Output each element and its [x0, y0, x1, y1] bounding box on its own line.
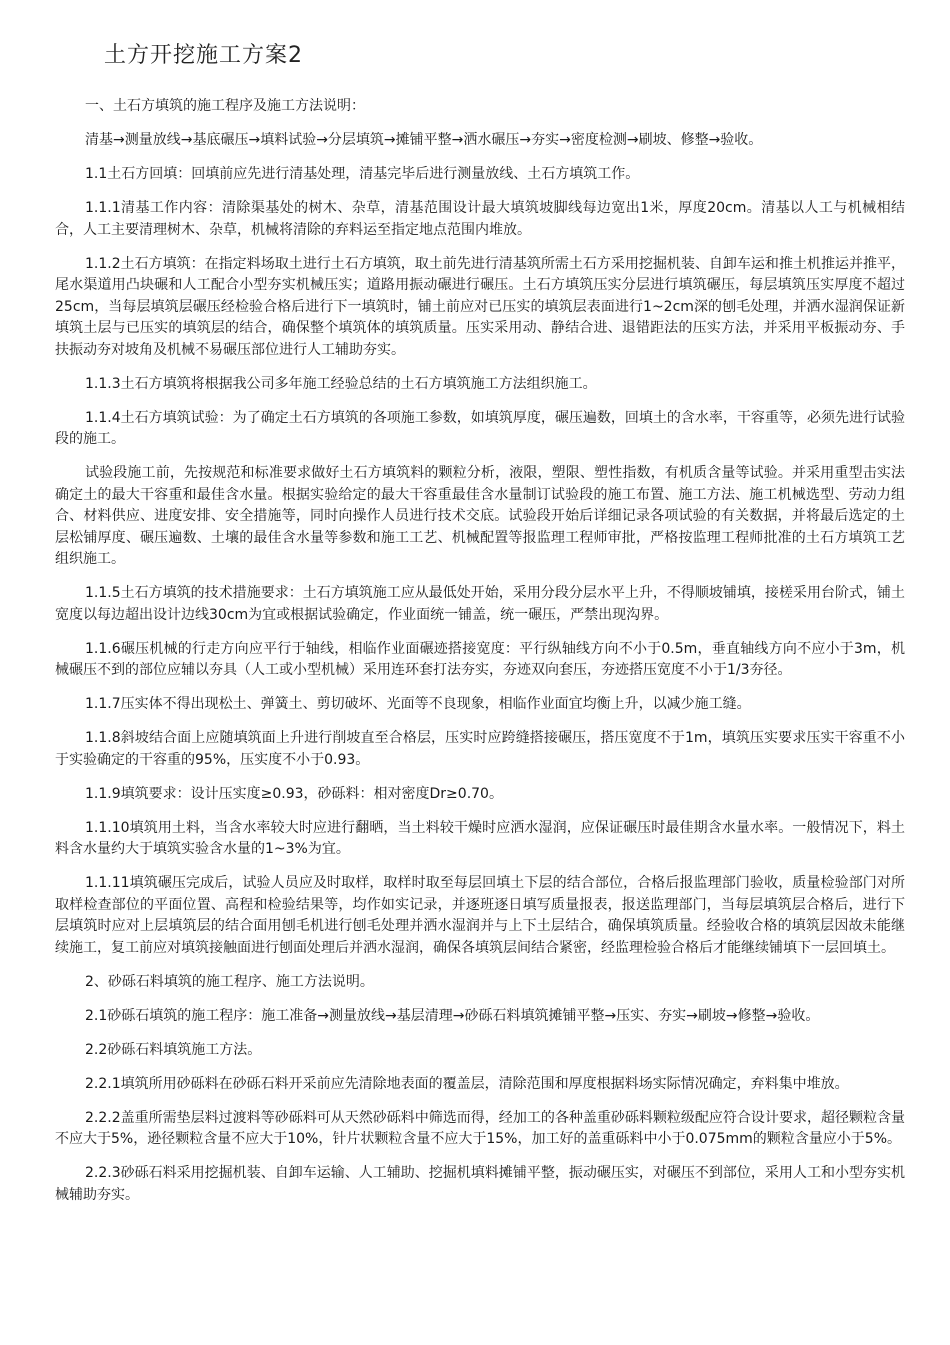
section-heading: 2、砂砾石料填筑的施工程序、施工方法说明。 — [85, 973, 374, 990]
paragraph: 1.1.6碾压机械的行走方向应平行于轴线，相临作业面碾迹搭接宽度：平行纵轴线方向不小于0.5m，垂直轴线方向不应小于3m，机械碾压不到的部位应辅以夯具（人工或小型机械）采用连环套打法夯实，夯迹双向套压，夯迹搭压宽度不小于1/3夯径。 — [55, 640, 905, 678]
paragraph: 2.2砂砾石料填筑施工方法。 — [85, 1041, 262, 1058]
paragraph: 试验段施工前，先按规范和标准要求做好土石方填筑料的颗粒分析，液限，塑限、塑性指数，有机质含量等试验。并采用重型击实法确定土的最大干容重和最佳含水量。根据实验给定的最大干容重最佳含水量制订试验段的施工布置、施工方法、施工机械选型、劳动力组合、材料供应、进度安排、安全措施等，同时向操作人员进行技术交底。试验段开始后详细记录各项试验的有关数据，并将最后选定的土层松铺厚度、碾压遍数、土壤的最佳含水量等参数和施工工艺、机械配置等报监理工程师审批，严格按监理工程师批准的土石方填筑工艺组织施工。 — [55, 465, 905, 567]
paragraph: 1.1.8斜坡结合面上应随填筑面上升进行削坡直至合格层，压实时应跨缝搭接碾压，搭压宽度不于1m，填筑压实要求压实干容重不小于实验确定的干容重的95%，压实度不小于0.93。 — [55, 730, 905, 768]
paragraph: 1.1土石方回填：回填前应先进行清基处理，清基完毕后进行测量放线、土石方填筑工作。 — [85, 166, 640, 182]
paragraph: 1.1.2土石方填筑：在指定料场取土进行土石方填筑，取土前先进行清基筑所需土石方采用挖掘机装、自卸车运和推土机推运并推平，尾水渠道用凸块碾和人工配合小型夯实机械压实；道路用振动碾进行碾压。土石方填筑压实分层进行填筑碾压，每层填筑压实厚度不超过25cm，当每层填筑层碾压经检验合格后进行下一填筑时，铺土前应对已压实的填筑层表面进行1~2cm深的刨毛处理，并洒水湿润保证新填筑土层与已压实的填筑层的结合，确保整个填筑体的填筑质量。压实采用动、静结合进、退错距法的压实方法，并采用平板振动夯、手扶振动夯对坡角及机械不易碾压部位进行人工辅助夯实。 — [55, 255, 905, 358]
paragraph: 1.1.4土石方填筑试验：为了确定土石方填筑的各项施工参数，如填筑厚度，碾压遍数，回填土的含水率，干容重等，必须先进行试验段的施工。 — [55, 409, 905, 447]
paragraph: 1.1.10填筑用土料，当含水率较大时应进行翻晒，当土料较干燥时应洒水湿润，应保证碾压时最佳期含水量水率。一般情况下，料土料含水量约大于填筑实验含水量的1~3%为宜。 — [55, 819, 905, 857]
document-body — [55, 96, 905, 1219]
paragraph: 2.2.1填筑所用砂砾料在砂砾石料开采前应先清除地表面的覆盖层，清除范围和厚度根据料场实际情况确定，弃料集中堆放。 — [85, 1075, 849, 1092]
paragraph: 2.2.3砂砾石料采用挖掘机装、自卸车运输、人工辅助、挖掘机填料摊铺平整，振动碾压实，对碾压不到部位，采用人工和小型夯实机械辅助夯实。 — [55, 1165, 905, 1203]
paragraph: 一、土石方填筑的施工程序及施工方法说明： — [85, 98, 365, 114]
paragraph: 1.1.1清基工作内容：清除渠基处的树木、杂草，清基范围设计最大填筑坡脚线每边宽出1米，厚度20cm。清基以人工与机械相结合，人工主要清理树木、杂草，机械将清除的弃料运至指定地点范围内堆放。 — [55, 200, 905, 238]
paragraph: 清基→测量放线→基底碾压→填料试验→分层填筑→摊铺平整→洒水碾压→夯实→密度检测→刷坡、修整→验收。 — [85, 132, 763, 148]
paragraph: 2.2.2盖重所需垫层料过渡料等砂砾料可从天然砂砾料中筛选而得，经加工的各种盖重砂砾料颗粒级配应符合设计要求，超径颗粒含量不应大于5%，逊径颗粒含量不应大于10%，针片状颗粒含量不应大于15%，加工好的盖重砾料中小于0.075mm的颗粒含量应小于5%。 — [55, 1109, 905, 1147]
paragraph: 2.1砂砾石填筑的施工程序：施工准备→测量放线→基层清理→砂砾石料填筑摊铺平整→压实、夯实→刷坡→修整→验收。 — [85, 1007, 820, 1024]
paragraph: 1.1.3土石方填筑将根据我公司多年施工经验总结的土石方填筑施工方法组织施工。 — [85, 375, 597, 392]
document-title: 土方开挖施工方案2 — [104, 43, 303, 68]
paragraph: 1.1.7压实体不得出现松土、弹簧土、剪切破坏、光面等不良现象，相临作业面宜均衡上升，以减少施工缝。 — [85, 696, 751, 712]
paragraph: 1.1.5土石方填筑的技术措施要求：土石方填筑施工应从最低处开始，采用分段分层水平上升，不得顺坡铺填，接槎采用台阶式，铺土宽度以每边超出设计边线30cm为宜或根据试验确定，作业面统一铺盖，统一碾压，严禁出现沟界。 — [55, 585, 905, 623]
paragraph: 1.1.11填筑碾压完成后，试验人员应及时取样，取样时取至每层回填土下层的结合部位，合格后报监理部门验收，质量检验部门对所取样检查部位的平面位置、高程和检验结果等，均作如实记录，并逐班逐日填写质量报表，报送监理部门，当每层填筑层合格后，进行下层填筑时应对上层填筑层的结合面用刨毛机进行刨毛处理并洒水湿润并与上下土层结合，确保填筑质量。经验收合格的填筑层因故未能继续施工，复工前应对填筑接触面进行刨面处理后并洒水湿润，确保各填筑层间结合紧密，经监理检验合格后才能继续铺填下一层回填土。 — [55, 875, 905, 956]
paragraph: 1.1.9填筑要求：设计压实度≥0.93，砂砾料：相对密度Dr≥0.70。 — [85, 785, 503, 802]
